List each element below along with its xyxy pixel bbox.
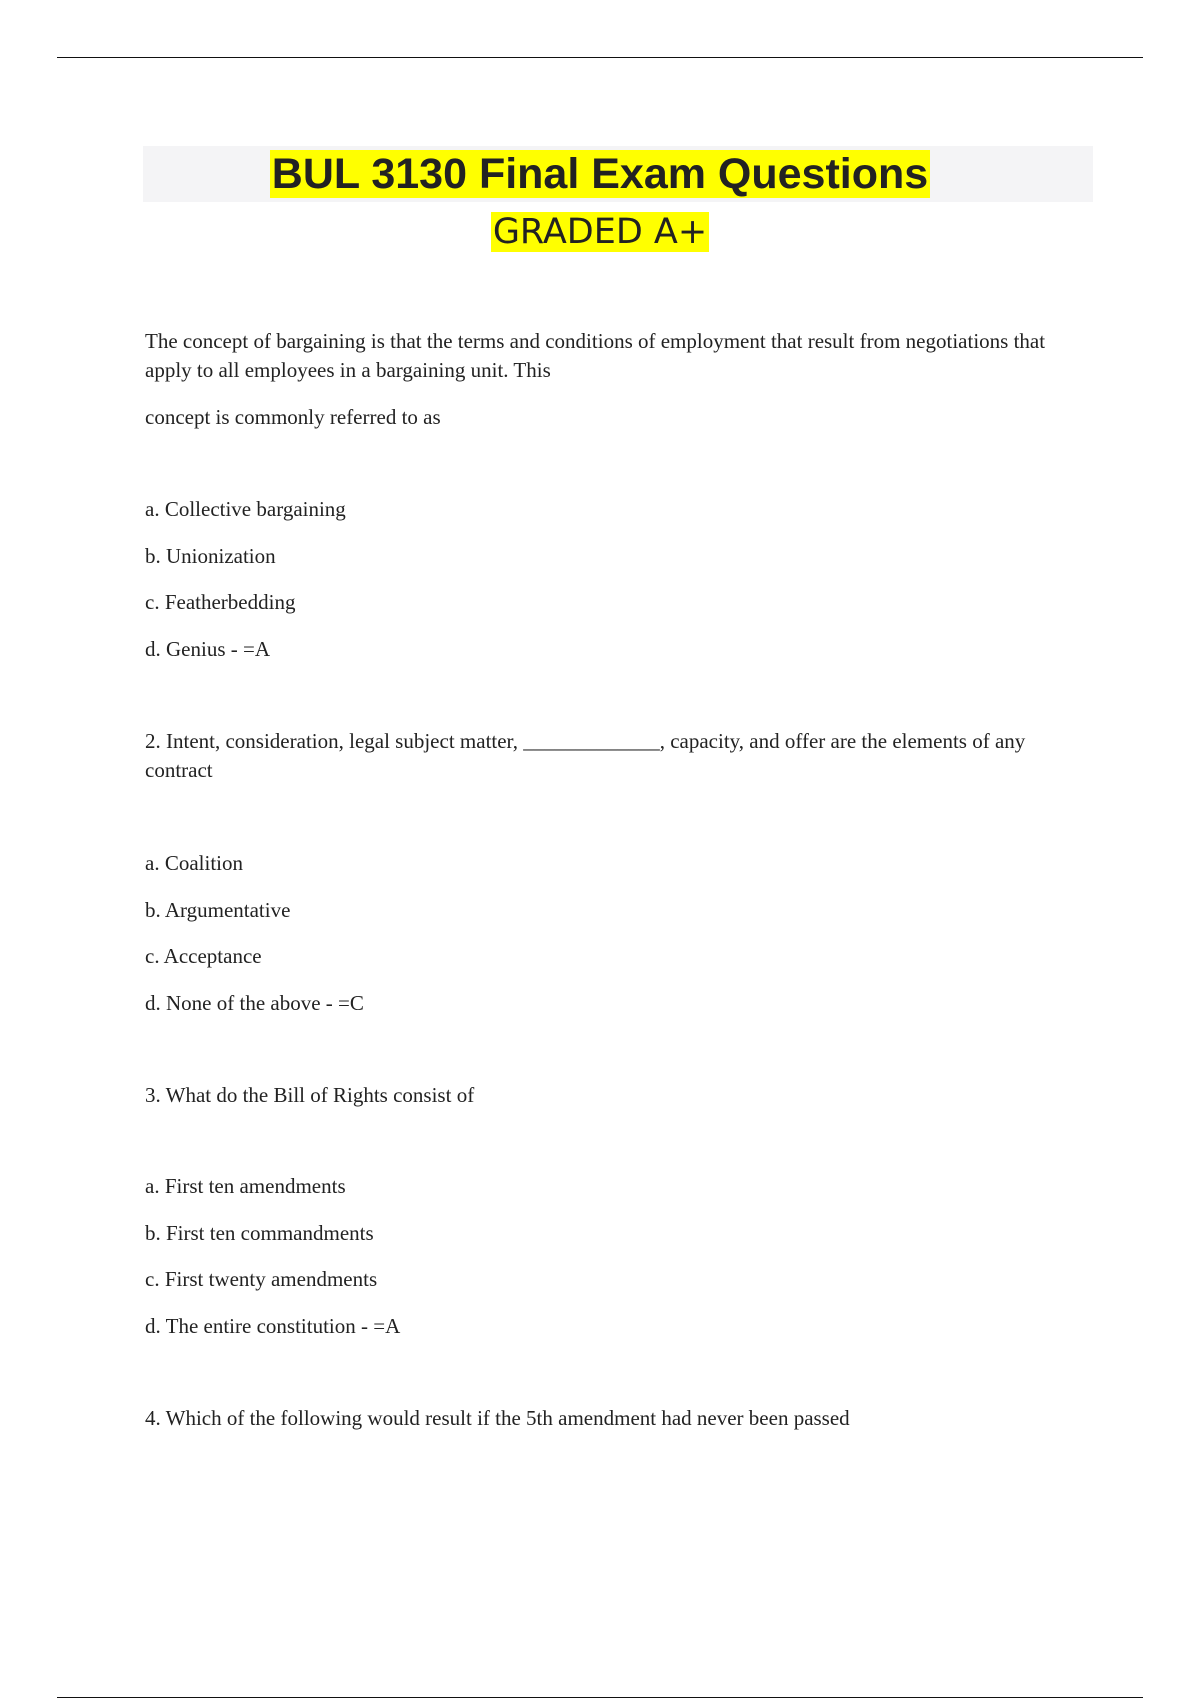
question-2-option-b: b. Argumentative — [145, 898, 291, 922]
question-1-option-b: b. Unionization — [145, 544, 276, 568]
question-2-option-d: d. None of the above - =C — [145, 991, 364, 1015]
question-3-option-c: c. First twenty amendments — [145, 1267, 378, 1291]
bottom-rule — [57, 1697, 1143, 1698]
question-1-option-d: d. Genius - =A — [145, 637, 270, 661]
document-title: BUL 3130 Final Exam Questions — [271, 150, 929, 198]
question-2-text: 2. Intent, consideration, legal subject matter, _____________, capacity, and offer are the elements of any contract — [145, 729, 1026, 782]
top-rule — [57, 57, 1143, 58]
question-1-option-c: c. Featherbedding — [145, 590, 296, 614]
question-1-text-continued: concept is commonly referred to as — [145, 405, 441, 429]
question-3-option-b: b. First ten commandments — [145, 1221, 374, 1245]
question-3-option-a: a. First ten amendments — [145, 1174, 346, 1198]
question-3-text: 3. What do the Bill of Rights consist of — [145, 1083, 475, 1107]
question-2-option-a: a. Coalition — [145, 851, 243, 875]
question-1-text: The concept of bargaining is that the terms and conditions of employment that result from negotiations that apply to all employees in a bargaining unit. This — [145, 329, 1046, 382]
question-1-option-a: a. Collective bargaining — [145, 497, 346, 521]
question-4-text: 4. Which of the following would result if the 5th amendment had never been passed — [145, 1406, 850, 1430]
question-2-option-c: c. Acceptance — [145, 944, 262, 968]
question-3-option-d: d. The entire constitution - =A — [145, 1314, 401, 1338]
document-subtitle: GRADED A+ — [492, 212, 708, 252]
